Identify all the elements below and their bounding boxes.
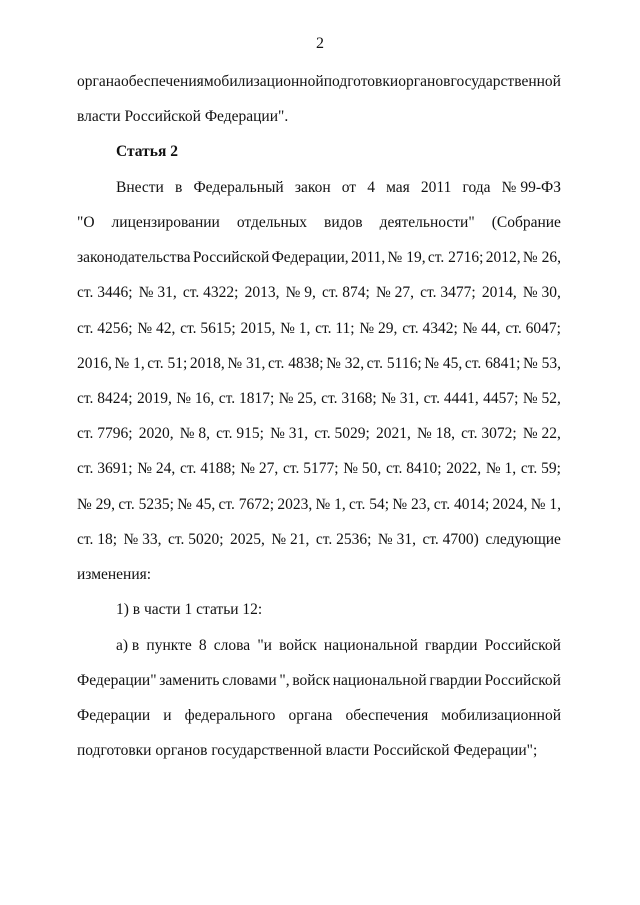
line-word: ст. 4014; [433, 496, 490, 513]
line-word: Российской [192, 249, 270, 266]
line-word: лицензировании [111, 214, 220, 231]
paragraph-line [77, 106, 561, 128]
line-word: и [163, 707, 172, 724]
line-word: № 19, [387, 249, 426, 266]
line-word: ст. 4700) [422, 531, 479, 548]
line-word: 2016, [77, 355, 112, 372]
line-word: 2024, [492, 496, 528, 513]
line-word: 2021, [375, 425, 411, 442]
line-word: органов [398, 73, 451, 90]
line-word: 2013, [244, 284, 280, 301]
subitem-line [116, 635, 561, 657]
line-word: № 52, [522, 390, 561, 407]
line-word: ст. 59; [520, 460, 561, 477]
line-word: законодательства [77, 249, 191, 266]
line-word: войск [279, 637, 317, 654]
line-word: национальной [323, 637, 418, 654]
line-word: Федерации, [271, 249, 349, 266]
line-word: 2014, [481, 284, 517, 301]
line-word: ст. 4838; [267, 355, 324, 372]
line-word: ст. 5615; [180, 320, 236, 337]
line-word: № 33, [123, 531, 162, 548]
line-word: 2011 [420, 179, 452, 196]
paragraph-line [77, 388, 561, 410]
line-word: № 18, [416, 425, 456, 442]
line-word: № 29, [77, 496, 116, 513]
line-word: № 21, [271, 531, 310, 548]
line-word: № 99-ФЗ [501, 179, 561, 196]
line-word: ст. 7672; [218, 496, 275, 513]
line-word: 2019, [136, 390, 172, 407]
line-word: заменить [159, 672, 220, 689]
line-word: № 25, [278, 390, 317, 407]
line-word: ст. 3477; [420, 284, 476, 301]
line-word: в [174, 179, 183, 196]
line-word: 2015, [240, 320, 276, 337]
line-word: № 31, [138, 284, 177, 301]
line-word: национальной [332, 672, 427, 689]
line-word: ст. 51; [147, 355, 188, 372]
line-word: № 1, [114, 355, 145, 372]
line-word: ст. 8410; [386, 460, 442, 477]
line-word: а) в [116, 637, 140, 654]
line-word: № 26, [522, 249, 561, 266]
line-word: Федерации" [77, 672, 157, 689]
line-word: ст. 3072; [461, 425, 517, 442]
line-word: Российской [484, 672, 561, 689]
line-word: органа [288, 707, 333, 724]
paragraph-line [77, 423, 561, 445]
line-word: № 31, [270, 425, 309, 442]
line-word: слова [213, 637, 251, 654]
line-word: № 44, [462, 320, 501, 337]
line-word: № 27, [375, 284, 414, 301]
paragraph-line [77, 212, 561, 234]
line-word: № 1, [530, 496, 561, 513]
line-word: органа [77, 73, 121, 90]
line-word: 4 [367, 179, 375, 196]
line-word: № 45, [177, 496, 216, 513]
line-word: № 53, [522, 355, 561, 372]
list-item-line [116, 599, 561, 621]
line-word: гвардии [425, 637, 478, 654]
line-word: № 1, [280, 320, 311, 337]
line-word: подготовки органов государственной власти Российской Федерации"; [77, 742, 538, 759]
line-word: ст. 915; [216, 425, 264, 442]
line-word: деятельности" [379, 214, 475, 231]
line-word: гвардии [429, 672, 482, 689]
line-word: Федеральный [193, 179, 284, 196]
line-word: ст. 4256; [77, 320, 133, 337]
line-word: года [462, 179, 491, 196]
line-word: 2020, [138, 425, 174, 442]
line-word: ст. 54; [349, 496, 390, 513]
line-word: № 42, [137, 320, 176, 337]
line-word: № 45, [424, 355, 463, 372]
line-word: № 32, [326, 355, 365, 372]
line-word: обеспечения [345, 707, 429, 724]
line-word: № 1, [485, 460, 517, 477]
line-word: государственной [450, 73, 561, 90]
line-word: (Собрание [491, 214, 561, 231]
line-word: ст. 7796; [77, 425, 133, 442]
paragraph-line [77, 247, 561, 269]
line-word: "и [257, 637, 272, 654]
line-word: видов [324, 214, 363, 231]
line-word: ст. 4441, [423, 390, 479, 407]
line-word: ст. 4342; [402, 320, 458, 337]
line-word: Российской [484, 637, 561, 654]
line-word: № 31, [377, 531, 416, 548]
paragraph-line [77, 529, 561, 551]
line-word: 2023, [277, 496, 313, 513]
line-word: от [341, 179, 357, 196]
line-word: № 9, [285, 284, 316, 301]
line-word: обеспечения [121, 73, 204, 90]
line-word: ст. 8424; [77, 390, 133, 407]
paragraph-line [77, 458, 561, 480]
line-word: федерального [184, 707, 276, 724]
line-word: № 30, [522, 284, 561, 301]
line-word: № 23, [392, 496, 431, 513]
line-word: № 31, [227, 355, 266, 372]
line-word: ст. 3168; [321, 390, 377, 407]
line-word: Статья 2 [116, 143, 178, 160]
line-word: 2012, [485, 249, 521, 266]
line-word: ст. 874; [322, 284, 370, 301]
line-word: подготовки [323, 73, 399, 90]
line-word: 2011, [350, 249, 386, 266]
line-word: № 27, [240, 460, 279, 477]
line-word: мая [386, 179, 410, 196]
line-word: ст. 1817; [218, 390, 275, 407]
article-heading [116, 141, 600, 163]
subitem-line [77, 740, 561, 762]
paragraph-line [77, 71, 561, 93]
line-word: ст. 5235; [118, 496, 174, 513]
line-word: 8 [198, 637, 207, 654]
paragraph-line [116, 177, 561, 199]
line-word: пункте [146, 637, 192, 654]
line-word: ст. 5029; [314, 425, 370, 442]
paragraph-line [77, 318, 561, 340]
line-word: ст. 4322; [182, 284, 239, 301]
paragraph-line [77, 353, 561, 375]
line-word: мобилизационной [441, 707, 561, 724]
line-word: 4457; [483, 390, 519, 407]
line-word: Внести [116, 179, 164, 196]
line-word: ст. 3446; [77, 284, 133, 301]
line-word: изменения: [77, 566, 152, 583]
line-word: № 31, [381, 390, 420, 407]
line-word: закон [294, 179, 331, 196]
line-word: словами [222, 672, 277, 689]
line-word: войск [292, 672, 330, 689]
line-word: № 16, [176, 390, 215, 407]
line-word: ст. 4188; [180, 460, 236, 477]
line-word: 1) в части 1 статьи 12: [116, 601, 263, 618]
subitem-line [77, 705, 561, 727]
line-word: ст. 11; [315, 320, 355, 337]
line-word: № 24, [137, 460, 176, 477]
line-word: 2022, [446, 460, 482, 477]
line-word: ст. 5116; [366, 355, 422, 372]
line-word: № 22, [522, 425, 561, 442]
line-word: № 1, [315, 496, 346, 513]
line-word: ", [279, 672, 290, 689]
line-word: мобилизационной [203, 73, 324, 90]
line-word: ст. 6047; [505, 320, 561, 337]
line-word: 2018, [189, 355, 225, 372]
line-word: ст. 2536; [315, 531, 372, 548]
line-word: ст. 5020; [168, 531, 224, 548]
page-number: 2 [316, 35, 324, 52]
line-word: № 8, [179, 425, 210, 442]
line-word: № 50, [343, 460, 382, 477]
line-word: № 29, [359, 320, 398, 337]
line-word: ст. 2716; [427, 249, 484, 266]
line-word: ст. 3691; [77, 460, 133, 477]
subitem-line [77, 670, 561, 692]
line-word: власти Российской Федерации". [77, 108, 289, 125]
line-word: ст. 6841; [464, 355, 521, 372]
paragraph-line [77, 494, 561, 516]
line-word: Федерации [77, 707, 151, 724]
line-word: "О [77, 214, 95, 231]
paragraph-line [77, 282, 561, 304]
paragraph-line [77, 564, 561, 586]
line-word: отдельных [236, 214, 308, 231]
line-word: 2025, [230, 531, 265, 548]
line-word: следующие [485, 531, 561, 548]
line-word: ст. 18; [77, 531, 118, 548]
line-word: ст. 5177; [283, 460, 339, 477]
